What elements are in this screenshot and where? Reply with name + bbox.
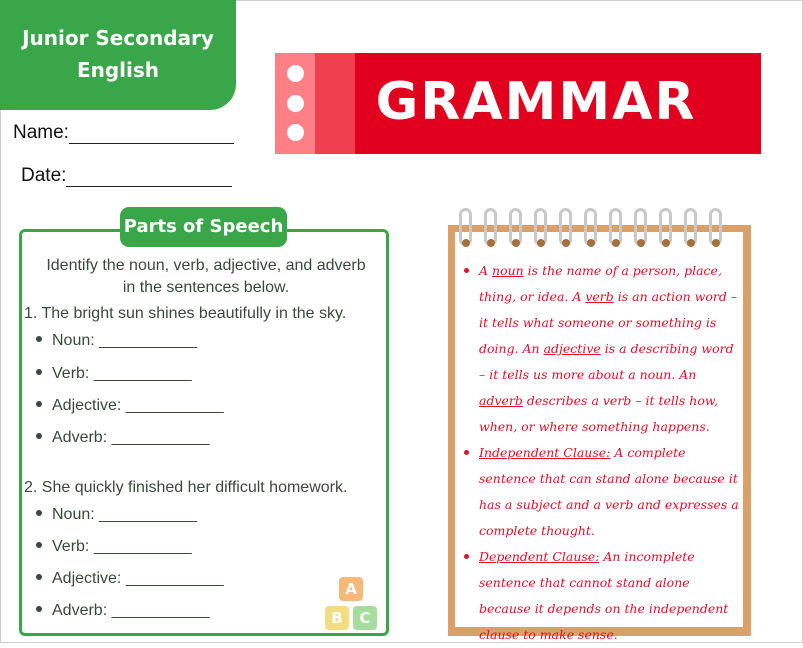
question-2: 2. She quickly finished her difficult homework. (24, 479, 348, 496)
instruction-line-1: Identify the noun, verb, adjective, and adverb (46, 257, 366, 274)
note-dependent-clause (462, 544, 742, 648)
grammar-notes (462, 258, 742, 648)
binding-hole (612, 239, 620, 247)
answer-line[interactable] (36, 332, 197, 350)
bullet-icon (464, 554, 469, 559)
answer-line[interactable] (36, 365, 192, 383)
date-line[interactable] (66, 166, 232, 187)
banner-strip-mid (315, 53, 355, 154)
answer-line[interactable] (36, 506, 197, 524)
answer-label: Verb: ___________ (52, 538, 192, 555)
note-text: A complete sentence that can stand alone because it has a subject and a verb and expresses a complete thought. (479, 445, 739, 538)
parts-of-speech-title: Parts of Speech (120, 207, 287, 247)
abc-blocks-icon (325, 577, 379, 633)
bullet-icon (36, 510, 42, 516)
term-verb: verb (585, 289, 614, 304)
answer-label: Noun: ___________ (52, 506, 198, 523)
binding-hole (537, 239, 545, 247)
note-text: describes a verb – it tells how, when, or where something happens. (479, 393, 719, 434)
bullet-icon (36, 606, 42, 612)
answer-label: Verb: ___________ (52, 365, 192, 382)
block-b: B (325, 606, 349, 630)
binding-hole (637, 239, 645, 247)
term-adverb: adverb (479, 393, 523, 408)
answer-label: Adverb: ___________ (52, 429, 210, 446)
note-text: A (479, 263, 493, 278)
answer-line[interactable] (36, 538, 192, 556)
banner-dot-icon (287, 65, 304, 82)
answer-label: Adjective: ___________ (52, 570, 224, 587)
binding-hole (687, 239, 695, 247)
answer-line[interactable] (36, 397, 224, 415)
answer-label: Adverb: ___________ (52, 602, 210, 619)
block-a: A (339, 577, 363, 601)
binding-hole (562, 239, 570, 247)
badge-line-1: Junior Secondary (22, 26, 214, 50)
date-field[interactable] (21, 165, 232, 187)
note-text: is the name of a person, place, thing, or idea. A (479, 263, 722, 304)
note-text: is a describing word – it tells us more about a noun. An (479, 341, 734, 382)
bullet-icon (36, 433, 42, 439)
term-dependent-clause: Dependent Clause: (479, 549, 600, 564)
block-c: C (353, 606, 377, 630)
answer-line[interactable] (36, 570, 224, 588)
instruction-line-2: in the sentences below. (122, 279, 290, 296)
binding-hole (712, 239, 720, 247)
name-label: Name: (13, 122, 69, 143)
name-line[interactable] (69, 123, 234, 144)
banner-title: GRAMMAR (375, 72, 697, 132)
bullet-icon (464, 268, 469, 273)
level-badge (0, 0, 236, 110)
instruction (22, 255, 390, 299)
bullet-icon (36, 369, 42, 375)
answer-label: Adjective: ___________ (52, 397, 224, 414)
banner-dot-icon (287, 95, 304, 112)
answer-label: Noun: ___________ (52, 332, 198, 349)
bullet-icon (36, 574, 42, 580)
badge-line-2: English (76, 58, 160, 82)
term-adjective: adjective (543, 341, 601, 356)
term-independent-clause: Independent Clause: (479, 445, 611, 460)
grammar-banner (275, 53, 761, 154)
name-field[interactable] (13, 122, 234, 144)
binding-hole (462, 239, 470, 247)
binding-hole (587, 239, 595, 247)
note-independent-clause (462, 440, 742, 544)
binding-hole (662, 239, 670, 247)
term-noun: noun (492, 263, 524, 278)
banner-dot-icon (287, 124, 304, 141)
binding-hole (487, 239, 495, 247)
answer-line[interactable] (36, 602, 209, 620)
note-parts-of-speech (462, 258, 742, 440)
binding-hole (512, 239, 520, 247)
bullet-icon (464, 450, 469, 455)
date-label: Date: (21, 165, 67, 186)
bullet-icon (36, 336, 42, 342)
note-text: is an action word – it tells what someone or something is doing. An (479, 289, 738, 356)
bullet-icon (36, 401, 42, 407)
answer-line[interactable] (36, 429, 209, 447)
note-text: An incomplete sentence that cannot stand alone because it depends on the independent clause to make sense. (479, 549, 729, 642)
bullet-icon (36, 542, 42, 548)
question-1: 1. The bright sun shines beautifully in the sky. (24, 305, 347, 322)
